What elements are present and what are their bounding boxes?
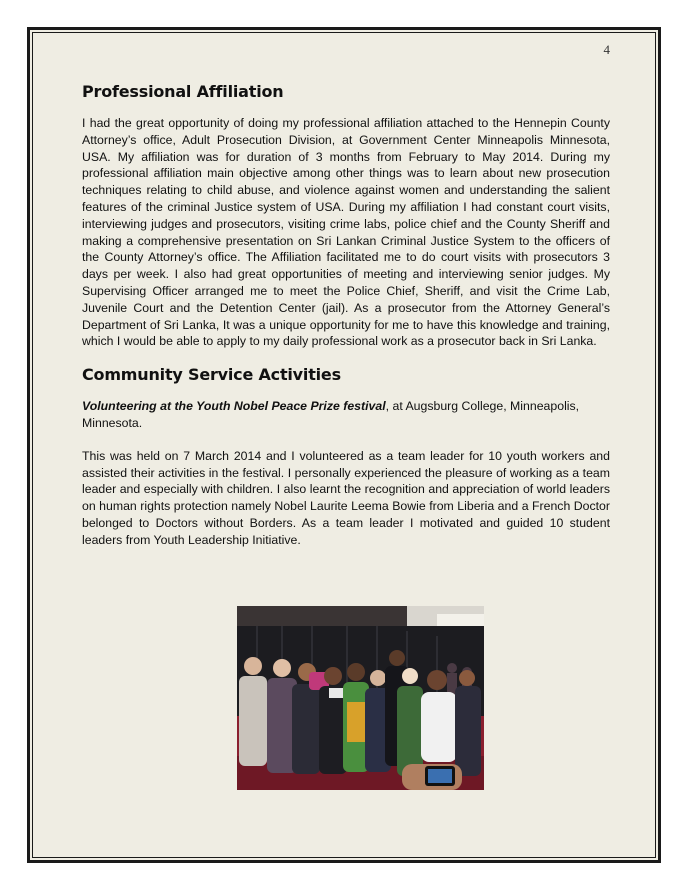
page-number: 4 <box>603 42 610 57</box>
event-name: Volunteering at the Youth Nobel Peace Prize festival <box>82 399 386 414</box>
section-title-professional-affiliation: Professional Affiliation <box>82 82 284 101</box>
document-content <box>82 82 610 549</box>
group-photo <box>237 606 484 790</box>
event-location: , at Augsburg College, Minneapolis, Minnesota. <box>82 399 580 430</box>
professional-affiliation-paragraph: I had the great opportunity of doing my professional affiliation attached to the Hennepin County Attorney’s office, Adult Prosecution Division, at Government Center Minneapolis Minnesota, USA. My affiliation was for duration of 3 months from February to May 2014. During my professional affiliation main objective among other things was to learn about new prosecution techniques relating to child abuse, and violence against women and understanding the salient features of the criminal Justice system of USA. During my affiliation I had constant court visits, interviewing judges and prosecutors, visiting crime labs, police chief and the County Sheriff and making a comprehensive presentation on Sri Lankan Criminal Justice System to the officers of the County Attorney’s office. The Affiliation facilitated me to do court visits with prosecutors 3 days per week. I also had great opportunities of meeting and interviewing senior judges. My Supervising Officer arranged me to meet the Police Chief, Sheriff, and visit the Crime Lab, Juvenile Court and the Detention Center (jail). As a prosecutor from the Attorney General’s Department of Sri Lanka, It was a unique opportunity for me to have this knowledge and training, which I would be able to apply to my daily professional work as a prosecutor back in Sri Lanka. <box>82 116 610 349</box>
community-service-paragraph: This was held on 7 March 2014 and I volunteered as a team leader for 10 youth workers and assisted their activities in the festival. I personally experienced the pleasure of working as a team leader and especially with children. I also learnt the recognition and appreciation of world leaders on human rights protection namely Nobel Laurite Leema Bowie from Liberia and a French Doctor belonged to Doctors without Borders. As a team leader I motivated and guided 10 student leaders from Youth Leadership Initiative. <box>82 448 610 547</box>
section-title-community-service: Community Service Activities <box>82 365 341 385</box>
volunteer-event-line <box>82 398 610 432</box>
